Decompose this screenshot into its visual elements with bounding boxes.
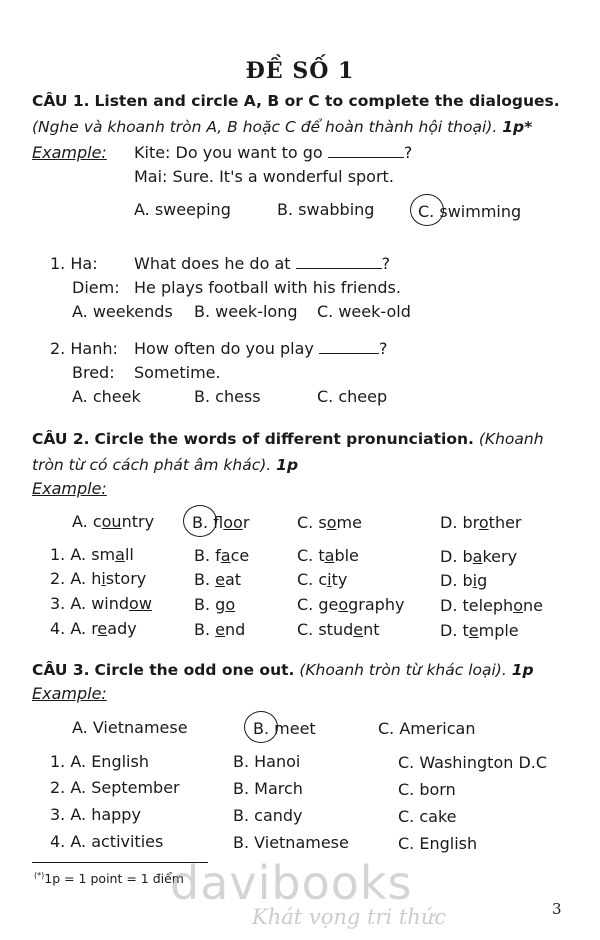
q3-example-option-b: B. meet xyxy=(253,719,316,738)
q2-row-1: 1. A. small xyxy=(50,545,134,564)
q3-row-2-option-c: C. born xyxy=(398,780,456,799)
q3-example-option-a: A. Vietnamese xyxy=(72,718,188,737)
q1-instruction: Listen and circle A, B or C to complete the dialogues. xyxy=(94,92,560,110)
answer-blank xyxy=(319,339,379,354)
q1-example-line1: Kite: Do you want to go ? xyxy=(134,143,413,162)
speaker: Ha: xyxy=(70,254,98,273)
speaker: Mai: xyxy=(134,167,168,186)
q3-label: CÂU 3. xyxy=(32,661,90,679)
q1-item-1-option-c: C. week-old xyxy=(317,302,411,321)
q1-example-line2 xyxy=(134,167,394,186)
q3-points: 1p xyxy=(511,661,534,679)
q2-subheading xyxy=(32,456,298,474)
q3-row-2: 2. A. September xyxy=(50,778,180,797)
q1-item-1-option-b: B. week-long xyxy=(194,302,298,321)
q3-row-1: 1. A. English xyxy=(50,752,149,771)
dialogue-text: Sure. It's a wonderful sport. xyxy=(172,167,394,186)
q2-row-2-option-c: C. city xyxy=(297,570,348,589)
q2-row-1-option-b: B. face xyxy=(194,546,250,565)
q1-item-1-line1: 1. Ha: xyxy=(50,254,98,273)
footnote xyxy=(34,871,184,886)
footnote-text: 1p = 1 point = 1 điểm xyxy=(44,871,184,887)
page-number: 3 xyxy=(552,900,562,918)
page-title: ĐỀ SỐ 1 xyxy=(245,58,355,84)
q1-item-1-text1: What does he do at ? xyxy=(134,254,391,273)
q1-example-option-c: C. swimming xyxy=(418,202,522,221)
q1-points: 1p* xyxy=(502,118,533,136)
q2-example-option-a: A. country xyxy=(72,512,155,531)
q2-row-1-option-c: C. table xyxy=(297,546,359,565)
q3-row-4-option-b: B. Vietnamese xyxy=(233,833,349,852)
q1-item-2-speaker2: Bred: xyxy=(72,363,115,382)
q2-row-2-option-b: B. eat xyxy=(194,570,242,589)
answer-blank xyxy=(296,254,382,269)
q1-example-option-b: B. swabbing xyxy=(277,200,375,219)
q1-item-1-text2: He plays football with his friends. xyxy=(134,278,401,297)
q2-row-2: 2. A. history xyxy=(50,569,147,588)
q3-row-1-option-c: C. Washington D.C xyxy=(398,753,548,772)
q1-item-2-text2: Sometime. xyxy=(134,363,221,382)
q2-row-3-option-b: B. go xyxy=(194,595,236,614)
q3-example-label: Example: xyxy=(32,684,107,703)
q2-row-4-option-c: C. student xyxy=(297,620,380,639)
q3-row-1-option-b: B. Hanoi xyxy=(233,752,301,771)
watermark-brand: davibooks xyxy=(170,856,413,910)
watermark-tagline: Khát vọng tri thức xyxy=(252,905,447,929)
q2-vn-instruction-1: (Khoanh xyxy=(478,430,544,448)
q3-row-2-option-b: B. March xyxy=(233,779,303,798)
q2-example-option-d: D. brother xyxy=(440,513,522,532)
q2-row-3: 3. A. window xyxy=(50,594,152,613)
q1-subheading xyxy=(32,118,532,136)
q1-item-2-option-c: C. cheep xyxy=(317,387,388,406)
q2-row-3-option-d: D. telephone xyxy=(440,596,543,615)
q2-example-label: Example: xyxy=(32,479,107,498)
q2-heading xyxy=(32,430,544,448)
q3-row-3: 3. A. happy xyxy=(50,805,141,824)
q3-row-3-option-c: C. cake xyxy=(398,807,457,826)
q1-item-1-option-a: A. weekends xyxy=(72,302,173,321)
q1-item-2-option-a: A. cheek xyxy=(72,387,141,406)
q1-item-2-option-b: B. chess xyxy=(194,387,261,406)
q2-vn-instruction-2: tròn từ có cách phát âm khác). xyxy=(32,456,272,474)
q2-points: 1p xyxy=(276,456,299,474)
q3-instruction: Circle the odd one out. xyxy=(94,661,295,679)
q2-row-4-option-d: D. temple xyxy=(440,621,519,640)
dialogue-text: Do you want to go xyxy=(175,143,323,162)
q2-row-4: 4. A. ready xyxy=(50,619,137,638)
q3-vn-instruction: (Khoanh tròn từ khác loại). xyxy=(299,661,507,679)
q2-label: CÂU 2. xyxy=(32,430,90,448)
q1-item-2-text1: How often do you play ? xyxy=(134,339,388,358)
speaker: Hanh: xyxy=(70,339,118,358)
q2-example-option-c: C. some xyxy=(297,513,362,532)
q1-example-option-a: A. sweeping xyxy=(134,200,231,219)
q2-row-2-option-d: D. big xyxy=(440,571,488,590)
q3-row-4: 4. A. activities xyxy=(50,832,164,851)
q1-label: CÂU 1. xyxy=(32,92,90,110)
speaker: Kite: xyxy=(134,143,171,162)
q3-row-3-option-b: B. candy xyxy=(233,806,303,825)
q2-row-4-option-b: B. end xyxy=(194,620,246,639)
q3-row-4-option-c: C. English xyxy=(398,834,478,853)
footnote-mark: (*) xyxy=(34,871,45,880)
q2-instruction: Circle the words of different pronunciation. xyxy=(94,430,474,448)
q2-row-1-option-d: D. bakery xyxy=(440,547,518,566)
q1-vn-instruction: (Nghe và khoanh tròn A, B hoặc C để hoàn thành hội thoại). xyxy=(32,118,498,136)
q1-item-2-line1: 2. Hanh: xyxy=(50,339,118,358)
q2-example-option-b: B. floor xyxy=(192,513,250,532)
q1-example-label: Example: xyxy=(32,143,107,162)
answer-blank xyxy=(328,143,404,158)
q3-example-option-c: C. American xyxy=(378,719,476,738)
q1-item-1-speaker2: Diem: xyxy=(72,278,120,297)
q3-heading xyxy=(32,661,534,679)
q1-heading xyxy=(32,92,560,110)
q2-row-3-option-c: C. geography xyxy=(297,595,405,614)
